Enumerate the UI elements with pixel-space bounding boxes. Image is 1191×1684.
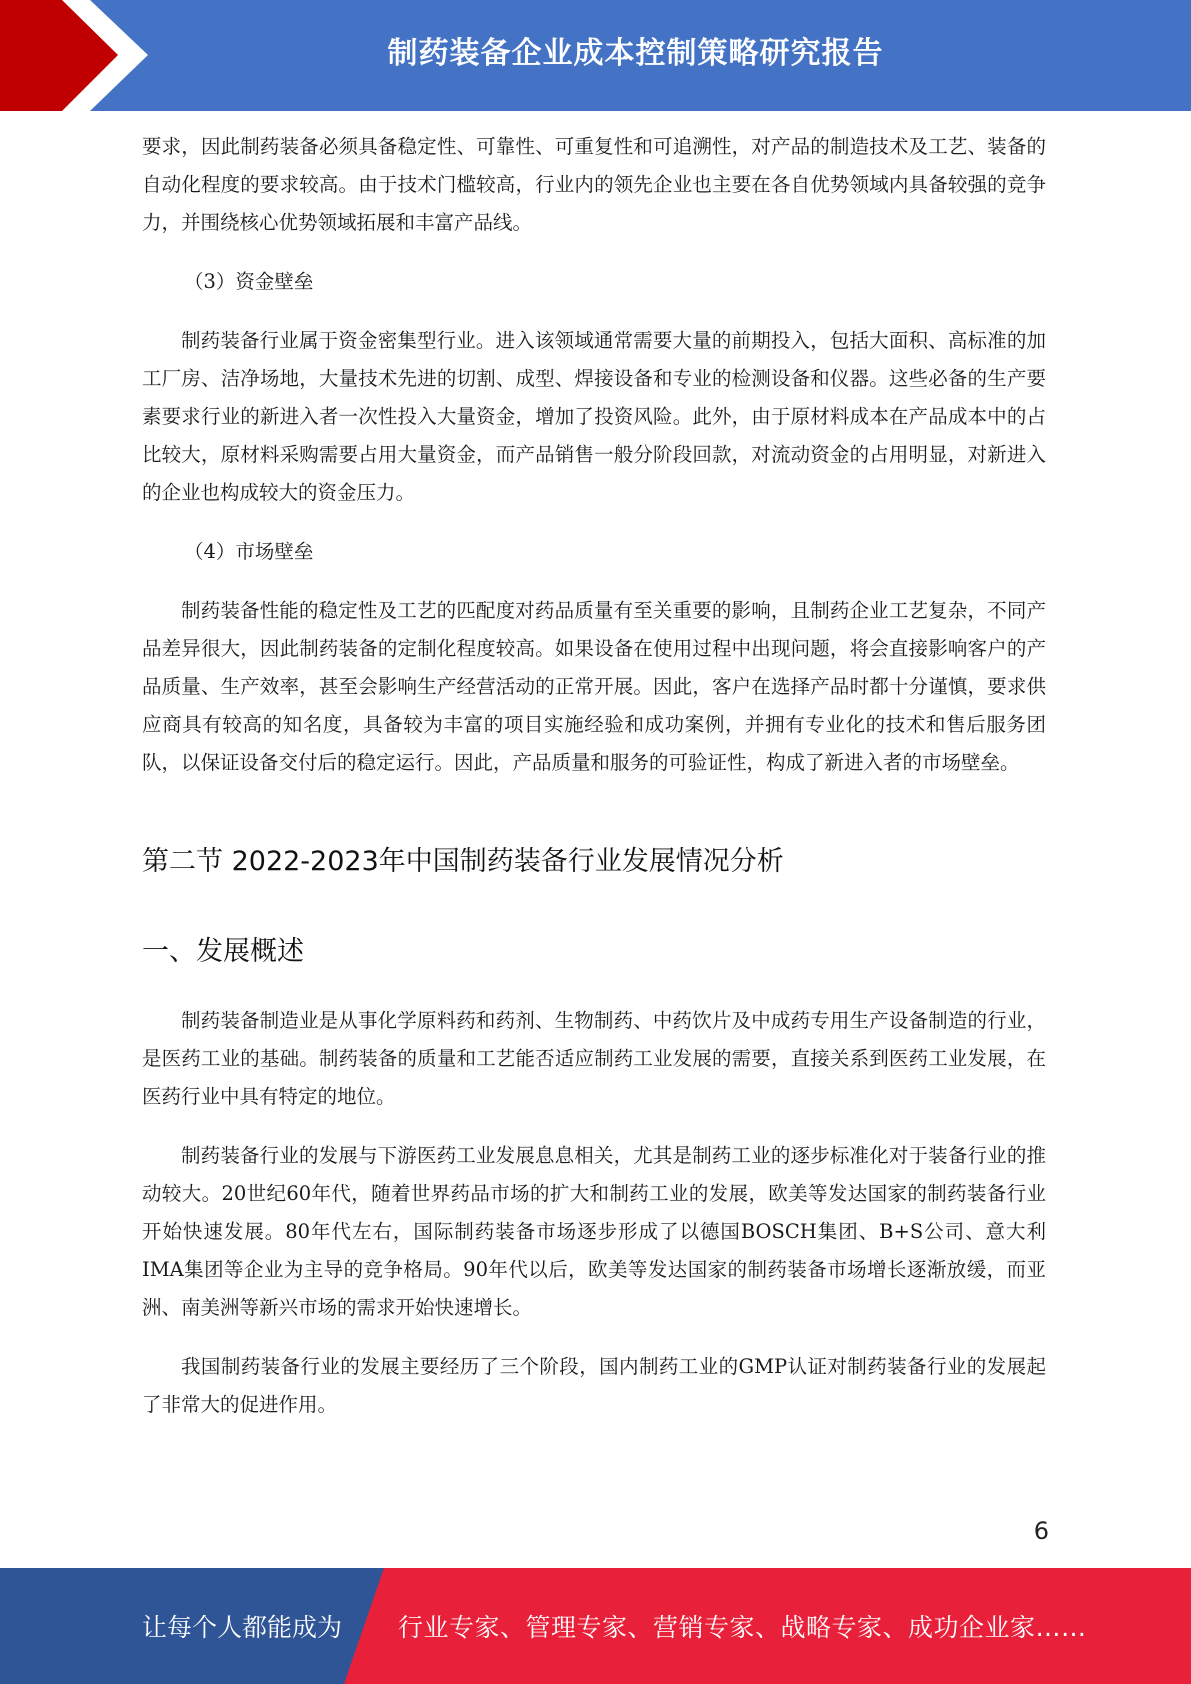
- paragraph-overview-2: 制药装备行业的发展与下游医药工业发展息息相关，尤其是制药工业的逐步标准化对于装备行业的推动较大。20世纪60年代，随着世界药品市场的扩大和制药工业的发展，欧美等发达国家的制药装备行业开始快速发展。80年代左右，国际制药装备市场逐步形成了以德国BOSCH集团、B+S公司、意大利IMA集团等企业为主导的竞争格局。90年代以后，欧美等发达国家的制药装备市场增长逐渐放缓，而亚洲、南美洲等新兴市场的需求开始快速增长。: [142, 1144, 1046, 1319]
- item-label-capital-barrier: （3）资金壁垒: [184, 270, 314, 293]
- page-number: 6: [1033, 1517, 1049, 1545]
- section-heading: 第二节 2022-2023年中国制药装备行业发展情况分析: [142, 846, 784, 877]
- subsection-heading: 一、发展概述: [142, 936, 304, 967]
- paragraph-continued: 要求，因此制药装备必须具备稳定性、可靠性、可重复性和可追溯性，对产品的制造技术及工艺、装备的自动化程度的要求较高。由于技术门槛较高，行业内的领先企业也主要在各自优势领域内具备较强的竞争力，并围绕核心优势领域拓展和丰富产品线。: [142, 135, 1046, 234]
- paragraph-capital-barrier: 制药装备行业属于资金密集型行业。进入该领域通常需要大量的前期投入，包括大面积、高标准的加工厂房、洁净场地，大量技术先进的切割、成型、焊接设备和专业的检测设备和仪器。这些必备的生产要素要求行业的新进入者一次性投入大量资金，增加了投资风险。此外，由于原材料成本在产品成本中的占比较大，原材料采购需要占用大量资金，而产品销售一般分阶段回款，对流动资金的占用明显，对新进入的企业也构成较大的资金压力。: [142, 329, 1046, 504]
- paragraph-market-barrier: 制药装备性能的稳定性及工艺的匹配度对药品质量有至关重要的影响，且制药企业工艺复杂，不同产品差异很大，因此制药装备的定制化程度较高。如果设备在使用过程中出现问题，将会直接影响客户的产品质量、生产效率，甚至会影响生产经营活动的正常开展。因此，客户在选择产品时都十分谨慎，要求供应商具有较高的知名度，具备较为丰富的项目实施经验和成功案例，并拥有专业化的技术和售后服务团队，以保证设备交付后的稳定运行。因此，产品质量和服务的可验证性，构成了新进入者的市场壁垒。: [142, 599, 1046, 774]
- page-footer: [0, 1568, 1191, 1684]
- document-body: [142, 128, 1046, 1445]
- footer-slogan-left: 让每个人都能成为: [142, 1613, 343, 1642]
- paragraph-overview-1: 制药装备制造业是从事化学原料药和药剂、生物制药、中药饮片及中成药专用生产设备制造的行业，是医药工业的基础。制药装备的质量和工艺能否适应制药工业发展的需要，直接关系到医药工业发展，在医药行业中具有特定的地位。: [142, 1009, 1046, 1108]
- paragraph-overview-3: 我国制药装备行业的发展主要经历了三个阶段，国内制药工业的GMP认证对制药装备行业的发展起了非常大的促进作用。: [142, 1355, 1046, 1416]
- footer-slogan-right: 行业专家、管理专家、营销专家、战略专家、成功企业家……: [398, 1613, 1087, 1642]
- report-title: 制药装备企业成本控制策略研究报告: [387, 36, 884, 71]
- item-label-market-barrier: （4）市场壁垒: [184, 540, 314, 563]
- page-header: [0, 0, 1191, 111]
